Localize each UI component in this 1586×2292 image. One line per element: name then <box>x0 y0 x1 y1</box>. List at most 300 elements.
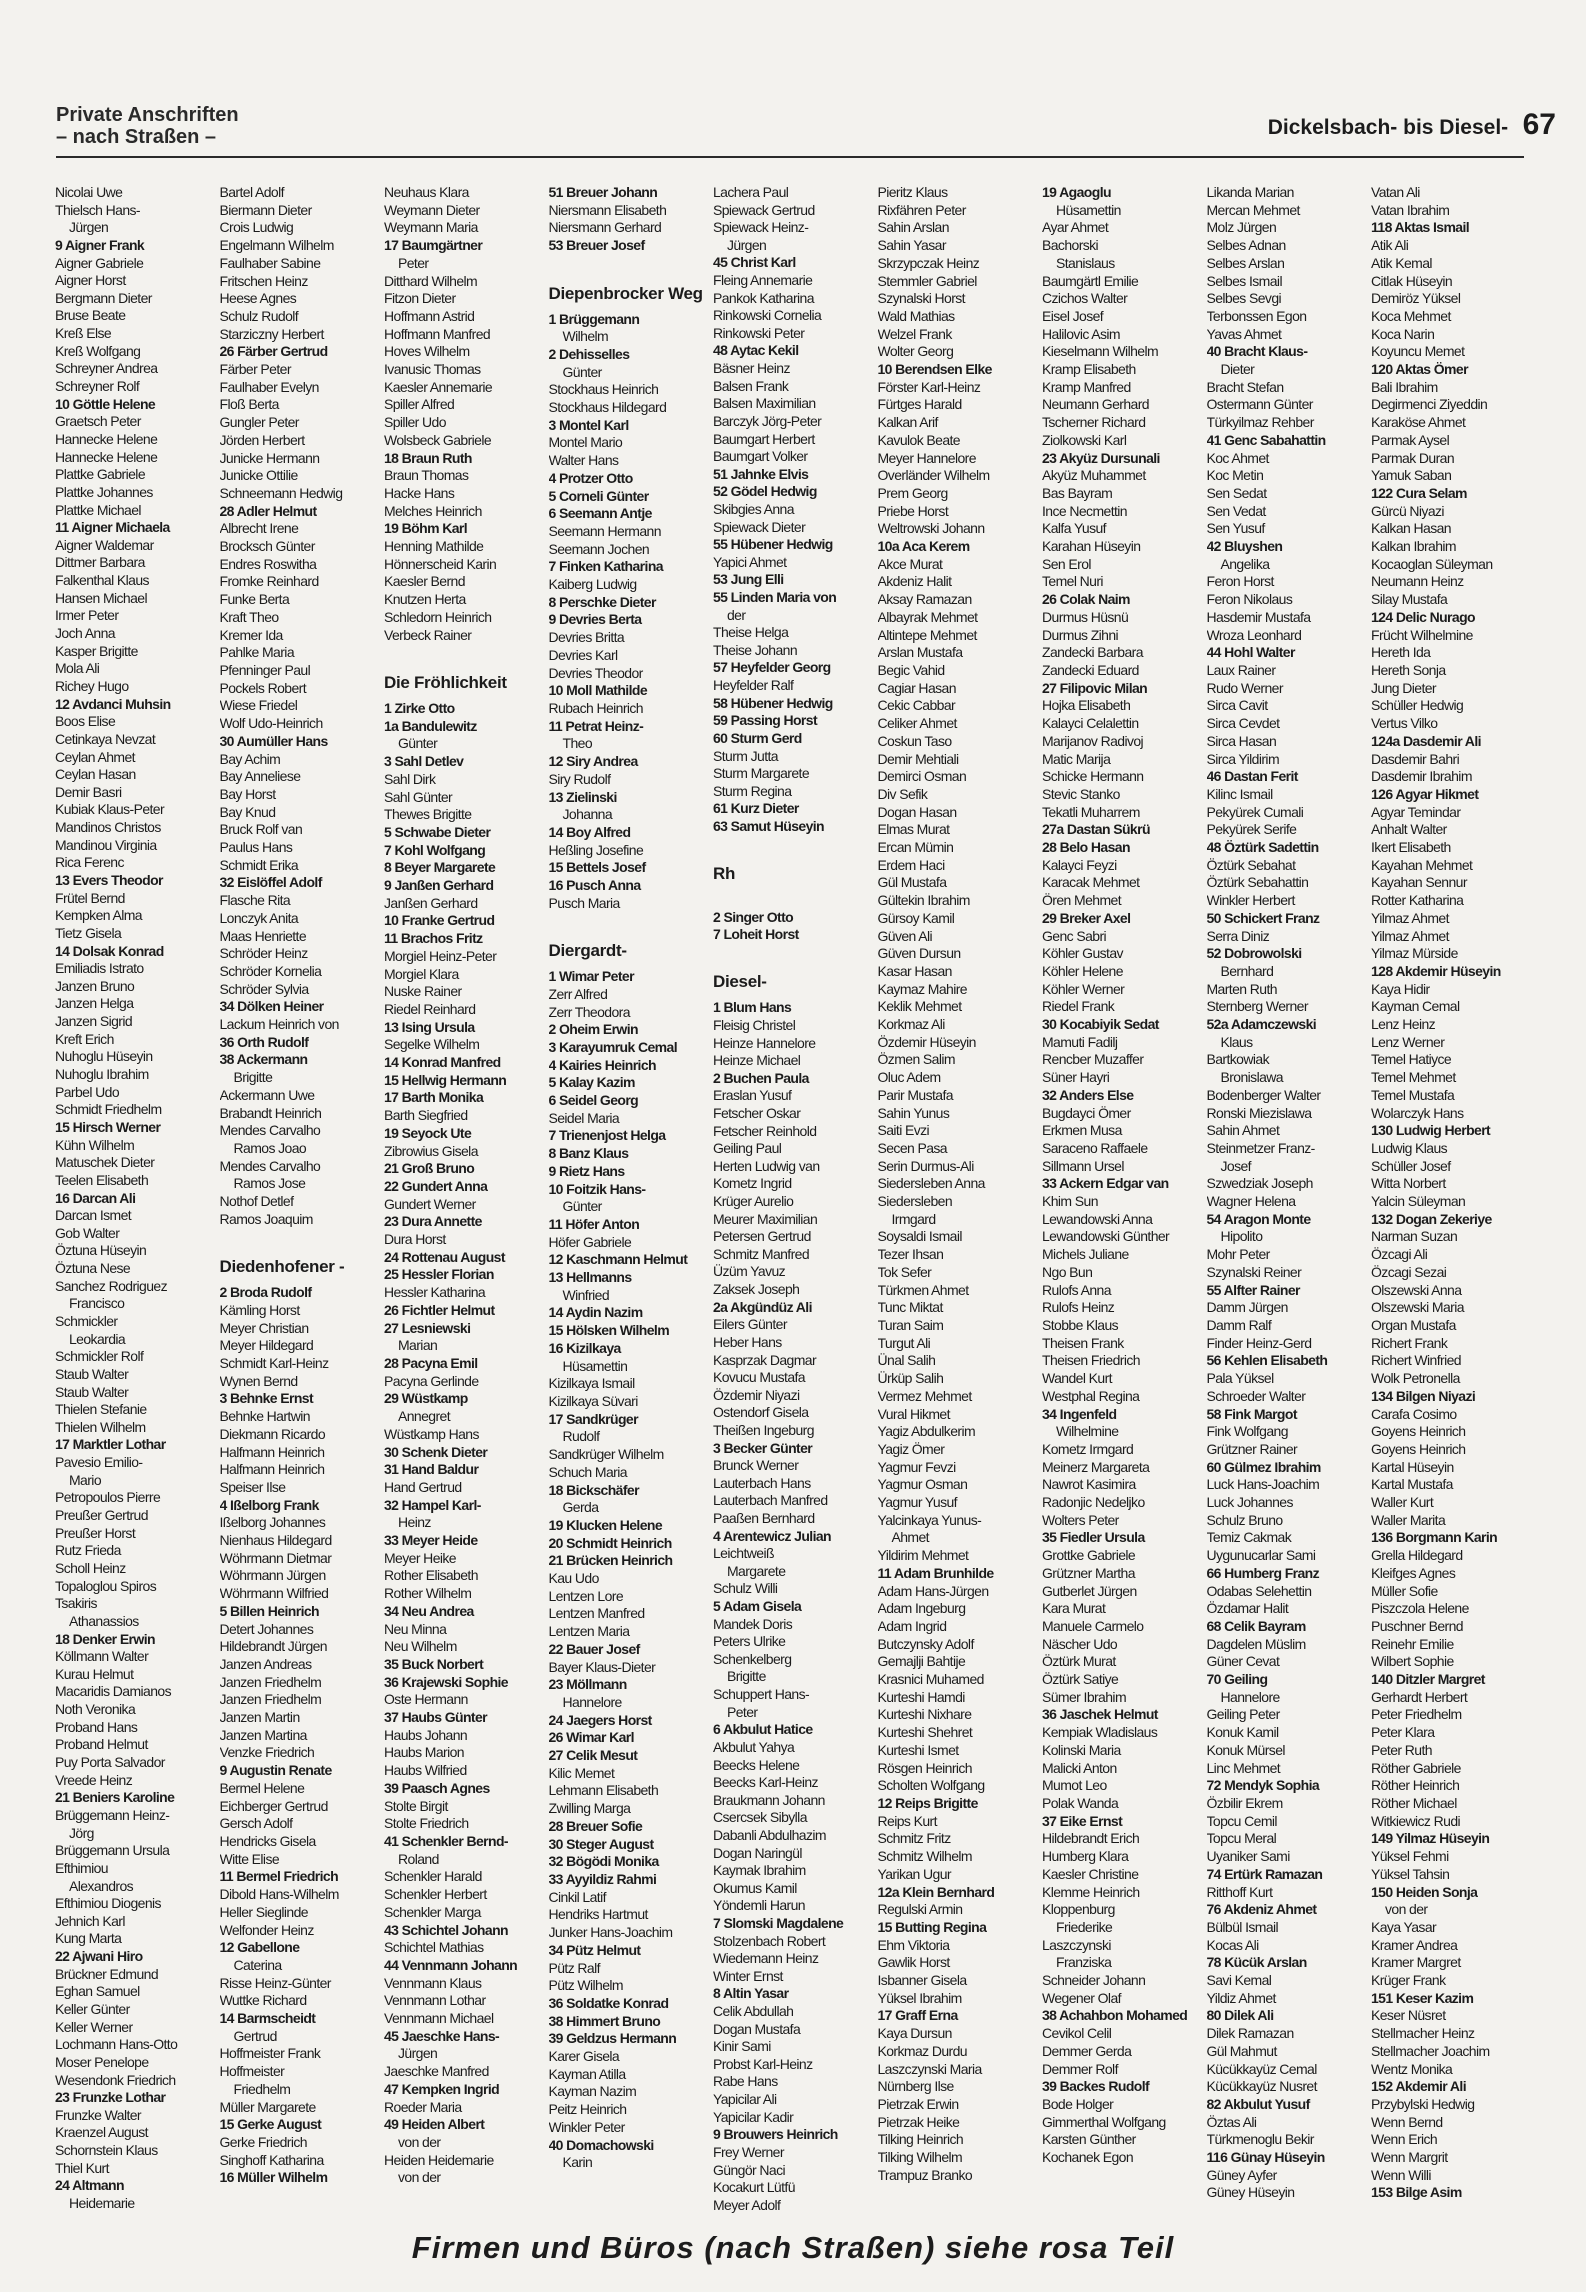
resident-entry: Schmidt Friedhelm <box>55 1101 162 1118</box>
resident-entry: Kalkan Arif <box>877 414 938 431</box>
resident-entry: Ißelborg Johannes <box>219 1514 326 1531</box>
resident-entry: Lochmann Hans-Otto <box>55 2036 178 2053</box>
resident-entry: Sturm Margarete <box>713 765 810 782</box>
entry-continuation: Stanislaus <box>1056 254 1115 271</box>
entry-continuation: Hipolito <box>1220 1228 1263 1245</box>
resident-entry: Bartel Adolf <box>219 184 284 200</box>
resident-entry: Gerke Friedrich <box>219 2133 307 2150</box>
resident-entry: Olszewski Maria <box>1371 1299 1464 1316</box>
resident-entry: Hönnerscheid Karin <box>384 555 497 572</box>
resident-entry: Stolzenbach Robert <box>713 1932 826 1949</box>
resident-entry: Yöndemli Harun <box>713 1897 805 1914</box>
resident-entry: Balsen Frank <box>713 377 789 394</box>
house-number-entry: 15 Hirsch Werner <box>55 1118 161 1135</box>
resident-entry: Heber Hans <box>713 1333 782 1350</box>
resident-entry: Wolters Peter <box>1042 1511 1119 1528</box>
resident-entry: Kleifges Agnes <box>1371 1564 1456 1581</box>
resident-entry: Lenz Heinz <box>1371 1016 1436 1033</box>
resident-entry: Rotter Katharina <box>1371 892 1464 909</box>
house-number-entry: 34 Pütz Helmut <box>548 1941 641 1958</box>
entry-continuation: Hüsamettin <box>562 1357 628 1374</box>
resident-entry: Gundert Werner <box>384 1195 476 1212</box>
resident-entry: Steinmetzer Franz- <box>1206 1139 1315 1156</box>
resident-entry: Junicke Ottilie <box>219 467 298 484</box>
house-number-entry: 8 Beyer Margarete <box>384 859 496 876</box>
resident-entry <box>220 1228 385 1246</box>
resident-entry: Spiller Udo <box>384 414 446 431</box>
resident-entry: Fromke Reinhard <box>219 573 319 590</box>
resident-entry: Tsakiris <box>55 1595 97 1612</box>
resident-entry: Melches Heinrich <box>384 502 482 519</box>
resident-entry: Kramp Elisabeth <box>1042 361 1136 378</box>
resident-entry: Eichberger Gertrud <box>219 1797 328 1814</box>
resident-entry: Heinze Michael <box>713 1052 801 1069</box>
resident-entry: Kinir Sami <box>713 2038 771 2055</box>
resident-entry: Finder Heinz-Gerd <box>1206 1334 1312 1351</box>
resident-entry: Lewandowski Anna <box>1042 1210 1153 1227</box>
house-number-entry: 49 Heiden Albert <box>384 2116 485 2133</box>
entry-continuation: Franziska <box>1056 1954 1112 1971</box>
resident-entry: Ehm Viktoria <box>877 1936 950 1953</box>
resident-entry: Hand Gertrud <box>384 1478 462 1495</box>
resident-entry: Karsten Günther <box>1042 2131 1136 2148</box>
resident-entry: Konuk Kamil <box>1206 1724 1279 1741</box>
resident-entry: Niersmann Gerhard <box>548 219 662 236</box>
entry-continuation: Günter <box>562 1198 602 1215</box>
resident-entry: Kaesler Annemarie <box>384 378 493 395</box>
resident-entry: Rulofs Heinz <box>1042 1299 1115 1316</box>
resident-entry: Wolter Georg <box>877 343 954 360</box>
house-number-entry: 2 Singer Otto <box>713 908 794 925</box>
resident-entry: Gersch Adolf <box>219 1815 293 1832</box>
resident-entry: Thielen Stefanie <box>55 1401 147 1418</box>
house-number-entry: 150 Heiden Sonja <box>1371 1883 1478 1900</box>
house-number-entry: 12a Klein Bernhard <box>877 1883 995 1900</box>
resident-entry: Kloppenburg <box>1042 1901 1115 1918</box>
house-number-entry: 2 Dehisselles <box>548 345 630 362</box>
entry-continuation: Klaus <box>1220 1033 1253 1050</box>
resident-entry: Vennmann Lothar <box>384 1992 486 2009</box>
resident-entry: Topcu Cemil <box>1206 1812 1277 1829</box>
resident-entry: Hoffmann Astrid <box>384 307 475 324</box>
resident-entry: Savi Kemal <box>1206 1972 1272 1989</box>
directory-column <box>878 184 1043 2214</box>
resident-entry: Kramp Manfred <box>1042 378 1131 395</box>
resident-entry: Schroeder Walter <box>1206 1387 1306 1404</box>
resident-entry: Durmus Hüsnü <box>1042 608 1129 625</box>
resident-entry: Macaridis Damianos <box>55 1683 172 1700</box>
resident-entry: Ören Mehmet <box>1042 892 1121 909</box>
house-number-entry: 46 Dastan Ferit <box>1206 768 1298 785</box>
resident-entry: Wynen Bernd <box>219 1372 298 1389</box>
resident-entry: Kücükkayüz Cemal <box>1206 2060 1317 2077</box>
house-number-entry: 6 Seidel Georg <box>548 1092 639 1109</box>
house-number-entry: 3 Sahl Detlev <box>384 753 464 770</box>
house-number-entry: 12 Siry Andrea <box>548 753 638 770</box>
resident-entry: Eisel Josef <box>1042 307 1104 324</box>
resident-entry <box>384 644 549 662</box>
resident-entry: Szynalski Reiner <box>1206 1263 1302 1280</box>
resident-entry: Saiti Evzi <box>877 1122 930 1139</box>
resident-entry: Brüggemann Heinz- <box>55 1806 170 1823</box>
resident-entry: Genc Sabri <box>1042 927 1107 944</box>
resident-entry: Joch Anna <box>55 625 115 642</box>
resident-entry: Riedel Frank <box>1042 998 1115 1015</box>
resident-entry: Rubach Heinrich <box>548 699 643 716</box>
resident-entry: Müller Margarete <box>219 2098 316 2115</box>
resident-entry: Kung Marta <box>55 1930 122 1947</box>
house-number-entry: 28 Pacyna Emil <box>384 1355 478 1371</box>
resident-entry: Bülbül Ismail <box>1206 1918 1279 1935</box>
resident-entry: Kizilkaya Ismail <box>548 1375 635 1392</box>
resident-entry <box>713 891 878 909</box>
resident-entry: Gültekin Ibrahim <box>877 892 970 909</box>
resident-entry: Behnke Hartwin <box>219 1408 310 1425</box>
resident-entry: Seemann Hermann <box>548 522 661 539</box>
resident-entry: Özdemir Hüseyin <box>877 1033 976 1050</box>
resident-entry: Grottke Gabriele <box>1042 1547 1136 1564</box>
resident-entry: Nuske Rainer <box>384 983 462 1000</box>
resident-entry: Pfenninger Paul <box>219 661 311 678</box>
resident-entry: Pütz Wilhelm <box>548 1977 623 1994</box>
house-number-entry: 52 Gödel Hedwig <box>713 483 817 500</box>
resident-entry: Wenn Willi <box>1371 2166 1431 2183</box>
resident-entry: Akbulut Yahya <box>713 1738 795 1755</box>
resident-entry: Bay Achim <box>219 750 281 767</box>
resident-entry: Falkenthal Klaus <box>55 572 149 589</box>
resident-entry: Hoffmann Manfred <box>384 325 491 342</box>
directory-column <box>1042 184 1207 2214</box>
house-number-entry: 57 Heyfelder Georg <box>713 659 831 676</box>
resident-entry: Färber Peter <box>219 361 291 378</box>
resident-entry: Ivanusic Thomas <box>384 361 481 378</box>
house-number-entry: 11 Petrat Heinz- <box>548 717 644 734</box>
resident-entry: Braun Thomas <box>384 467 469 484</box>
house-number-entry: 16 Müller Wilhelm <box>219 2169 328 2186</box>
directory-column <box>1207 184 1372 2214</box>
house-number-entry: 30 Steger August <box>548 1835 654 1852</box>
resident-entry: Isbanner Gisela <box>877 1972 967 1989</box>
entry-continuation: von der <box>398 2169 441 2186</box>
resident-entry: Michels Juliane <box>1042 1246 1129 1263</box>
resident-entry: Koc Ahmet <box>1206 449 1269 466</box>
resident-entry: Sturm Jutta <box>713 747 778 764</box>
house-number-entry: 3 Karayumruk Cemal <box>548 1038 677 1055</box>
resident-entry: Efthimiou Diogenis <box>55 1895 161 1912</box>
resident-entry: Koca Narin <box>1371 325 1435 342</box>
resident-entry: Selbes Adnan <box>1206 237 1286 254</box>
resident-entry: Heinze Hannelore <box>713 1034 816 1051</box>
resident-entry: Bali Ibrahim <box>1371 378 1438 395</box>
resident-entry: Regulski Armin <box>877 1901 963 1918</box>
resident-entry: Mercan Mehmet <box>1206 201 1300 218</box>
resident-entry: Sahin Yunus <box>877 1104 950 1121</box>
resident-entry <box>713 944 878 962</box>
resident-entry: Pahlke Maria <box>219 644 295 661</box>
resident-entry: Yapici Ahmet <box>713 553 787 570</box>
resident-entry: Neu Wilhelm <box>384 1638 457 1655</box>
resident-entry: Theise Johann <box>713 641 798 658</box>
resident-entry: Ziolkowski Karl <box>1042 431 1127 448</box>
house-number-entry: 70 Geiling <box>1206 1671 1268 1688</box>
house-number-entry: 29 Breker Axel <box>1042 909 1131 926</box>
resident-entry: Selbes Arslan <box>1206 254 1285 271</box>
resident-entry: Bodenberger Walter <box>1206 1086 1321 1103</box>
resident-entry: Meyer Adolf <box>713 2196 781 2213</box>
resident-entry: Spiewack Dieter <box>713 518 806 535</box>
resident-entry: Rother Wilhelm <box>384 1585 472 1602</box>
resident-entry: Bruse Beate <box>55 307 126 324</box>
house-number-entry: 2a Akgündüz Ali <box>713 1298 812 1315</box>
resident-entry: Yilmaz Mürside <box>1371 945 1458 962</box>
house-number-entry: 22 Bauer Josef <box>548 1640 640 1657</box>
resident-entry: Neuhaus Klara <box>384 184 469 200</box>
resident-entry: Halfmann Heinrich <box>219 1461 325 1478</box>
house-number-entry: 38 Achahbon Mohamed <box>1042 2007 1188 2024</box>
resident-entry: Güngör Naci <box>713 2161 785 2178</box>
resident-entry: Laszczynski Maria <box>877 2060 982 2077</box>
resident-entry: Türkmenoglu Bekir <box>1206 2131 1314 2148</box>
entry-continuation: Caterina <box>233 1956 282 1973</box>
resident-entry: Diekmann Ricardo <box>219 1425 326 1442</box>
resident-entry: Näscher Udo <box>1042 1635 1118 1652</box>
resident-entry: Kubiak Klaus-Peter <box>55 801 165 818</box>
house-number-entry: 12 Gabellone <box>219 1939 300 1956</box>
resident-entry: Sirca Yildirim <box>1206 750 1280 767</box>
house-number-entry: 33 Ackern Edgar van <box>1042 1175 1169 1192</box>
resident-entry: Theisen Friedrich <box>1042 1352 1140 1369</box>
resident-entry: Celik Abdullah <box>713 2003 794 2020</box>
resident-entry: Szwedziak Joseph <box>1206 1175 1313 1192</box>
resident-entry: Bracht Stefan <box>1206 378 1284 395</box>
resident-entry: Wenn Erich <box>1371 2131 1438 2148</box>
house-number-entry: 8 Altin Yasar <box>713 1985 789 2002</box>
resident-entry: Gutberlet Jürgen <box>1042 1582 1137 1599</box>
entry-continuation: Ramos Joao <box>233 1139 307 1156</box>
resident-entry: Coskun Taso <box>877 732 952 749</box>
resident-entry: Schreyner Andrea <box>55 360 158 377</box>
resident-entry: Halilovic Asim <box>1042 325 1120 342</box>
resident-entry: Schmitz Fritz <box>877 1830 951 1847</box>
resident-entry: Celiker Ahmet <box>877 715 957 732</box>
resident-entry: Div Sefik <box>877 785 928 802</box>
resident-entry: Aigner Horst <box>55 272 126 289</box>
house-number-entry: 14 Konrad Manfred <box>384 1054 501 1071</box>
resident-entry: Niersmann Elisabeth <box>548 201 667 218</box>
entry-continuation: Irmgard <box>891 1210 936 1227</box>
resident-entry: Janzen Helga <box>55 995 134 1012</box>
resident-entry: Efthimiou <box>55 1859 108 1876</box>
resident-entry: Graetsch Peter <box>55 413 141 430</box>
house-number-entry: 3 Becker Günter <box>713 1439 813 1456</box>
resident-entry: Odabas Selehettin <box>1206 1582 1312 1599</box>
resident-entry: Kayahan Mehmet <box>1371 856 1473 873</box>
house-number-entry: 126 Agyar Hikmet <box>1371 785 1479 802</box>
resident-entry: Wenn Bernd <box>1371 2113 1443 2130</box>
resident-entry: Kämling Horst <box>219 1301 300 1318</box>
house-number-entry: 5 Corneli Günter <box>548 487 649 504</box>
entry-continuation: Annegret <box>398 1408 451 1425</box>
resident-entry: Laux Rainer <box>1206 661 1276 678</box>
resident-entry: Öztürk Sebahat <box>1206 856 1296 873</box>
resident-entry: Schuch Maria <box>548 1463 627 1480</box>
resident-entry: Konuk Mürsel <box>1206 1741 1285 1758</box>
resident-entry: Schicke Hermann <box>1042 768 1144 785</box>
resident-entry: Witta Norbert <box>1371 1175 1446 1192</box>
house-number-entry: 9 Aigner Frank <box>55 236 145 253</box>
entry-continuation: Hannelore <box>562 1693 622 1710</box>
house-number-entry: 4 Kairies Heinrich <box>548 1056 656 1073</box>
resident-entry: Heßling Josefine <box>548 841 644 858</box>
resident-entry: Janzen Bruno <box>55 977 135 994</box>
resident-entry: Malicki Anton <box>1042 1759 1117 1776</box>
resident-entry: Kücükkayüz Nusret <box>1206 2078 1317 2095</box>
resident-entry: Begic Vahid <box>877 661 945 678</box>
resident-entry: Öztas Ali <box>1206 2113 1257 2130</box>
house-number-entry: 10 Foitzik Hans- <box>548 1180 646 1197</box>
resident-entry: Korkmaz Ali <box>877 1016 945 1033</box>
resident-entry: Yalcin Süleyman <box>1371 1193 1466 1210</box>
entry-continuation: der <box>727 606 746 623</box>
resident-entry: Tilking Heinrich <box>877 2131 964 2148</box>
resident-entry: Schmidt Karl-Heinz <box>219 1355 329 1371</box>
resident-entry: Schenkelberg <box>713 1650 792 1667</box>
resident-entry: Parmak Duran <box>1371 449 1455 466</box>
resident-entry: Meinerz Margareta <box>1042 1458 1150 1475</box>
house-number-entry: 53 Breuer Josef <box>548 237 645 254</box>
resident-entry: Soysaldi Ismail <box>877 1228 962 1245</box>
resident-entry: Staub Walter <box>55 1365 129 1382</box>
resident-entry: Lauterbach Manfred <box>713 1492 828 1509</box>
resident-entry: Akce Murat <box>877 555 943 572</box>
resident-entry: Morgiel Heinz-Peter <box>384 947 497 964</box>
resident-entry: Uyaniker Sami <box>1206 1848 1290 1865</box>
resident-entry: Goyens Heinrich <box>1371 1440 1466 1457</box>
resident-entry: Fetscher Reinhold <box>713 1122 817 1139</box>
resident-entry: Geiling Peter <box>1206 1706 1280 1723</box>
resident-entry: Yagmur Yusuf <box>877 1494 957 1511</box>
entry-continuation: Wilhelmine <box>1056 1423 1119 1440</box>
resident-entry: Csercsek Sibylla <box>713 1809 807 1826</box>
house-number-entry: 29 Wüstkamp <box>384 1390 468 1407</box>
resident-entry: Leichtweiß <box>713 1545 774 1562</box>
house-number-entry: 45 Christ Karl <box>713 254 796 271</box>
resident-entry: Radonjic Nedeljko <box>1042 1494 1145 1511</box>
house-number-entry: 11 Brachos Fritz <box>384 930 483 947</box>
house-number-entry: 1 Brüggemann <box>548 310 640 327</box>
resident-entry: Kaesler Bernd <box>384 573 465 590</box>
house-number-entry: 36 Soldatke Konrad <box>548 1994 669 2011</box>
house-number-entry: 58 Fink Margot <box>1206 1405 1297 1422</box>
resident-entry: Singhoff Katharina <box>219 2151 324 2168</box>
resident-entry: Gob Walter <box>55 1224 120 1241</box>
resident-entry <box>549 912 714 930</box>
resident-entry: Lehmann Elisabeth <box>548 1782 659 1799</box>
house-number-entry: 13 Ising Ursula <box>384 1018 475 1035</box>
house-number-entry: 14 Aydin Nazim <box>548 1304 643 1321</box>
resident-entry: Silay Mustafa <box>1371 591 1448 608</box>
house-number-entry: 120 Aktas Ömer <box>1371 361 1468 378</box>
street-heading: Diepenbrocker Weg <box>548 283 703 303</box>
resident-entry: Richert Winfried <box>1371 1352 1461 1369</box>
house-number-entry: 12 Kaschmann Helmut <box>548 1251 688 1268</box>
resident-entry: Crois Ludwig <box>219 219 294 236</box>
resident-entry: Ceylan Ahmet <box>55 748 135 765</box>
resident-entry: Hildebrandt Erich <box>1042 1830 1140 1847</box>
resident-entry: Pusch Maria <box>548 894 620 911</box>
resident-entry: Sen Sedat <box>1206 484 1267 501</box>
resident-entry: Pala Yüksel <box>1206 1370 1274 1387</box>
resident-entry: Kaya Dursun <box>877 2025 952 2042</box>
house-number-entry: 21 Brücken Heinrich <box>548 1552 673 1569</box>
resident-entry: Stolte Birgit <box>384 1797 448 1814</box>
resident-entry: Yagmur Osman <box>877 1476 968 1493</box>
resident-entry: Molz Jürgen <box>1206 219 1277 236</box>
house-number-entry: 63 Samut Hüseyin <box>713 817 824 834</box>
resident-entry: Waller Marita <box>1371 1511 1446 1528</box>
resident-entry: Bäsner Heinz <box>713 360 790 377</box>
house-number-entry: 44 Vennmann Johann <box>384 1956 518 1973</box>
resident-entry: Elmas Murat <box>877 821 950 838</box>
resident-entry: Ronski Miezislawa <box>1206 1104 1312 1121</box>
resident-entry: Meyer Hildegard <box>219 1337 314 1354</box>
resident-entry: Okumus Kamil <box>713 1879 797 1896</box>
resident-entry: Butczynsky Adolf <box>877 1635 974 1652</box>
resident-entry: Skrzypczak Heinz <box>877 254 980 271</box>
resident-entry: Marten Ruth <box>1206 980 1277 997</box>
resident-entry: Demir Basri <box>55 783 122 800</box>
resident-entry: Demirci Osman <box>877 768 967 785</box>
resident-entry: Lewandowski Günther <box>1042 1228 1170 1245</box>
resident-entry: Weltrowski Johann <box>877 520 985 537</box>
resident-entry: Baumgärtl Emilie <box>1042 272 1139 289</box>
resident-entry: Yavas Ahmet <box>1206 325 1282 342</box>
resident-entry: Zerr Alfred <box>548 985 608 1002</box>
house-number-entry: 41 Schenkler Bernd- <box>384 1832 508 1849</box>
resident-entry: Krüger Aurelio <box>713 1193 794 1210</box>
resident-entry: Sahin Yasar <box>877 237 946 254</box>
entry-continuation: von der <box>1385 1901 1428 1918</box>
resident-entry: Demiröz Yüksel <box>1371 290 1461 307</box>
resident-entry: Kasper Brigitte <box>55 642 138 659</box>
resident-entry: Theißen Ingeburg <box>713 1421 814 1438</box>
resident-entry: Schreyner Rolf <box>55 378 140 395</box>
house-number-entry: 24 Jaegers Horst <box>548 1711 652 1728</box>
resident-entry: Feron Nikolaus <box>1206 591 1293 608</box>
resident-entry: Dabanli Abdulhazim <box>713 1826 826 1843</box>
resident-entry: Wolsbeck Gabriele <box>384 431 492 448</box>
house-number-entry: 153 Bilge Asim <box>1371 2184 1462 2201</box>
resident-entry: Güney Ayfer <box>1206 2166 1277 2183</box>
entry-continuation: Jürgen <box>727 236 767 253</box>
house-number-entry: 3 Behnke Ernst <box>219 1390 314 1407</box>
resident-entry: Koc Metin <box>1206 467 1264 484</box>
resident-entry: Kaya Yasar <box>1371 1918 1437 1935</box>
house-number-entry: 15 Hölsken Wilhelm <box>548 1322 670 1339</box>
house-number-entry: 14 Barmscheidt <box>219 2010 316 2027</box>
directory-column <box>713 184 878 2214</box>
directory-column <box>384 184 549 2214</box>
resident-entry: Cetinkaya Nevzat <box>55 730 156 747</box>
house-number-entry: 6 Seemann Antje <box>548 505 652 522</box>
resident-entry: Sirca Cevdet <box>1206 715 1280 732</box>
resident-entry: Serin Durmus-Ali <box>877 1157 974 1174</box>
house-number-entry: 4 Protzer Otto <box>548 469 633 486</box>
resident-entry: Özbilir Ekrem <box>1206 1794 1283 1811</box>
resident-entry: Trampuz Branko <box>877 2166 973 2183</box>
house-number-entry: 20 Schmidt Heinrich <box>548 1534 672 1551</box>
page-range-block <box>1268 108 1556 142</box>
